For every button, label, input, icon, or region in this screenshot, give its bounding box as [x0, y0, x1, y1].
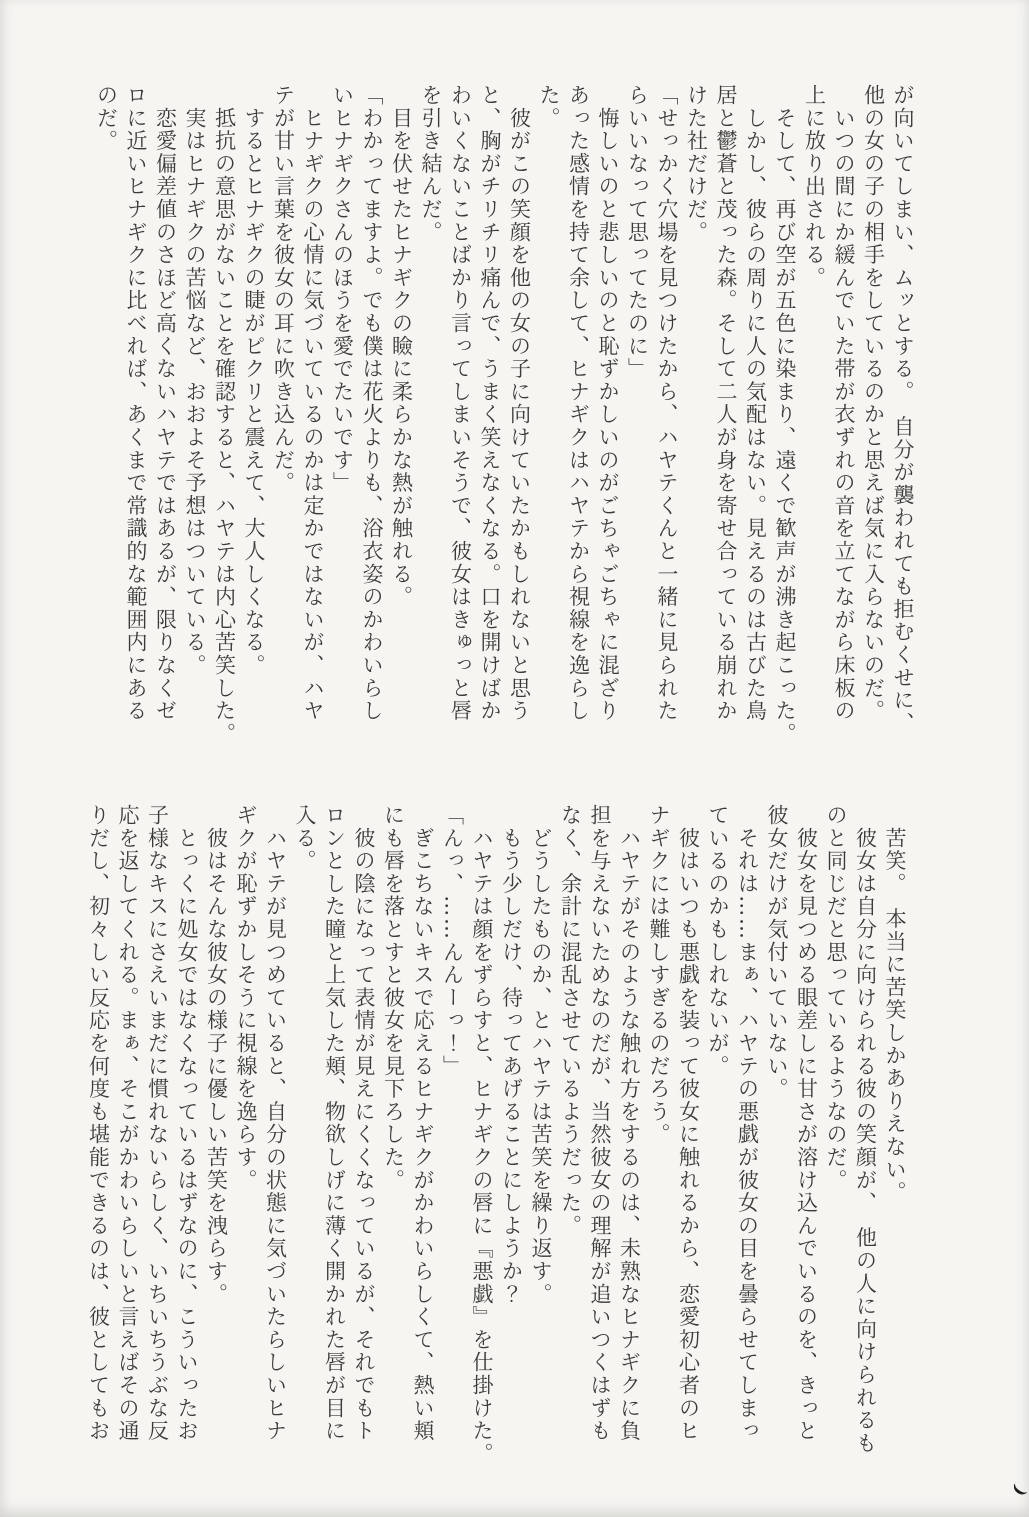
- text-column: いつの間にか緩んでいた帯が衣ずれの音を立てながら床板の: [832, 84, 856, 723]
- top-text-block: [91, 84, 917, 746]
- text-column: 彼はいつも悪戯を装って彼女に触れるから、恋愛初心者のヒ: [676, 804, 701, 1443]
- text-column: 上に放り出される。: [802, 84, 827, 290]
- text-column: わいくないことばかり言ってしまいそうで、彼女はきゅっと唇: [448, 84, 473, 723]
- text-column: 「わかってますよ。でも僕は花火よりも、浴衣姿のかわいらし: [360, 84, 384, 723]
- text-column: いヒナギクさんのほうを愛でたいです」: [330, 84, 355, 495]
- text-column: そして、再び空が五色に染まり、遠くで歓声が沸き起こった。: [773, 84, 797, 746]
- text-column: のだ。: [94, 84, 119, 153]
- text-column: ハヤテは顔をずらすと、ヒナギクの唇に『悪戯』を仕掛けた。: [470, 804, 494, 1466]
- text-column: テが甘い言葉を彼女の耳に吹き込んだ。: [271, 84, 296, 495]
- text-column: にも唇を落とすと彼女を見下ろした。: [381, 804, 406, 1192]
- text-column: するとヒナギクの睫がピクリと震えて、大人しくなる。: [242, 84, 266, 677]
- text-column: が向いてしまい、ムッとする。 自分が襲われても拒むくせに、: [891, 84, 915, 735]
- text-column: 彼女は自分に向けられる彼の笑顔が、 他の人に向けられるも: [853, 804, 878, 1455]
- text-column: 実はヒナギクの苦悩など、おおよそ予想はついている。: [183, 84, 207, 677]
- text-column: 担を与えないためなのだが、当然彼女の理解が追いつくはずも: [588, 804, 612, 1443]
- text-column: 抵抗の意思がないことを確認すると、ハヤテは内心苦笑した。: [212, 84, 237, 746]
- text-column: と、胸がチリチリ痛んで、うまく笑えなくなる。口を開けばか: [478, 84, 502, 723]
- bottom-text-block: [83, 804, 909, 1468]
- text-column: ぎこちないキスで応えるヒナギクがかわいらしくて、熱い頬: [411, 804, 435, 1443]
- text-column: のと同じだと思っているようなのだ。: [824, 804, 848, 1192]
- text-column: なく、余計に混乱させているようだった。: [558, 804, 583, 1238]
- text-column: を引き結んだ。: [419, 84, 443, 244]
- text-column: 応を返してくれる。まぁ、そこがかわいらしいと言えばその通: [116, 804, 140, 1443]
- text-column: らいいなって思ってたのに」: [625, 84, 650, 381]
- text-column: 「んっ、……んんーっ！」: [440, 804, 465, 1078]
- text-column: 彼がこの笑顔を他の女の子に向けていたかもしれないと思う: [507, 84, 532, 723]
- text-column: ているのかもしれないが。: [706, 804, 730, 1078]
- text-column: 恋愛偏差値のさほど高くないハヤテではあるが、限りなくゼ: [153, 84, 178, 723]
- text-column: 目を伏せたヒナギクの瞼に柔らかな熱が触れる。: [389, 84, 414, 609]
- text-column: 苦笑。 本当に苦笑しかありえない。: [883, 804, 907, 1204]
- text-column: りだし、初々しい反応を何度も堪能できるのは、彼としてもお: [86, 804, 111, 1443]
- text-column: 彼はそんな彼女の様子に優しい苦笑を洩らす。: [204, 804, 229, 1306]
- text-column: 居と鬱蒼と茂った森。そして二人が身を寄せ合っている崩れか: [714, 84, 738, 723]
- text-column: ハヤテが見つめていると、自分の状態に気づいたらしいヒナ: [263, 804, 288, 1443]
- text-column: どうしたものか、とハヤテは苦笑を繰り返す。: [529, 804, 553, 1306]
- text-column: それは……まぁ、ハヤテの悪戯が彼女の目を曇らせてしまっ: [735, 804, 760, 1443]
- text-column: た。: [537, 84, 561, 130]
- text-column: ハヤテがそのような触れ方をするのは、未熟なヒナギクに負: [617, 804, 642, 1443]
- text-column: ヒナギクの心情に気づいているのかは定かではないが、ハヤ: [301, 84, 325, 723]
- text-column: とっくに処女ではなくなっているはずなのに、こういったお: [175, 804, 199, 1443]
- text-column: 「せっかく穴場を見つけたから、ハヤテくんと一緒に見られた: [655, 84, 679, 723]
- text-column: 彼女だけが気付いていない。: [765, 804, 789, 1101]
- text-column: 子様なキスにさえいまだに慣れないらしく、いちいちうぶな反: [145, 804, 170, 1443]
- page-corner-partial-glyph: (: [1008, 1481, 1029, 1501]
- text-column: けた社だけだ。: [684, 84, 709, 244]
- text-column: あった感情を持て余して、ヒナギクはハヤテから視線を逸らし: [566, 84, 591, 723]
- text-column: 彼の陰になって表情が見えにくくなっているが、それでもト: [352, 804, 376, 1443]
- text-column: ロンとした瞳と上気した頬、物欲しげに薄く開かれた唇が目に: [322, 804, 347, 1443]
- text-column: ロに近いヒナギクに比べれば、あくまで常識的な範囲内にある: [124, 84, 148, 723]
- text-column: 悔しいのと悲しいのと恥ずかしいのがごちゃごちゃに混ざり: [596, 84, 620, 723]
- text-column: 他の女の子の相手をしているのかと思えば気に入らないのだ。: [861, 84, 886, 723]
- text-column: もう少しだけ、待ってあげることにしようか？: [499, 804, 524, 1306]
- text-column: ギクが恥ずかしそうに視線を逸らす。: [234, 804, 258, 1192]
- text-column: ナギクには難しすぎるのだろう。: [647, 804, 671, 1146]
- text-column: 彼女を見つめる眼差しに甘さが溶け込んでいるのを、きっと: [794, 804, 819, 1443]
- text-column: 入る。: [293, 804, 317, 873]
- text-column: しかし、彼らの周りに人の気配はない。見えるのは古びた鳥: [743, 84, 768, 723]
